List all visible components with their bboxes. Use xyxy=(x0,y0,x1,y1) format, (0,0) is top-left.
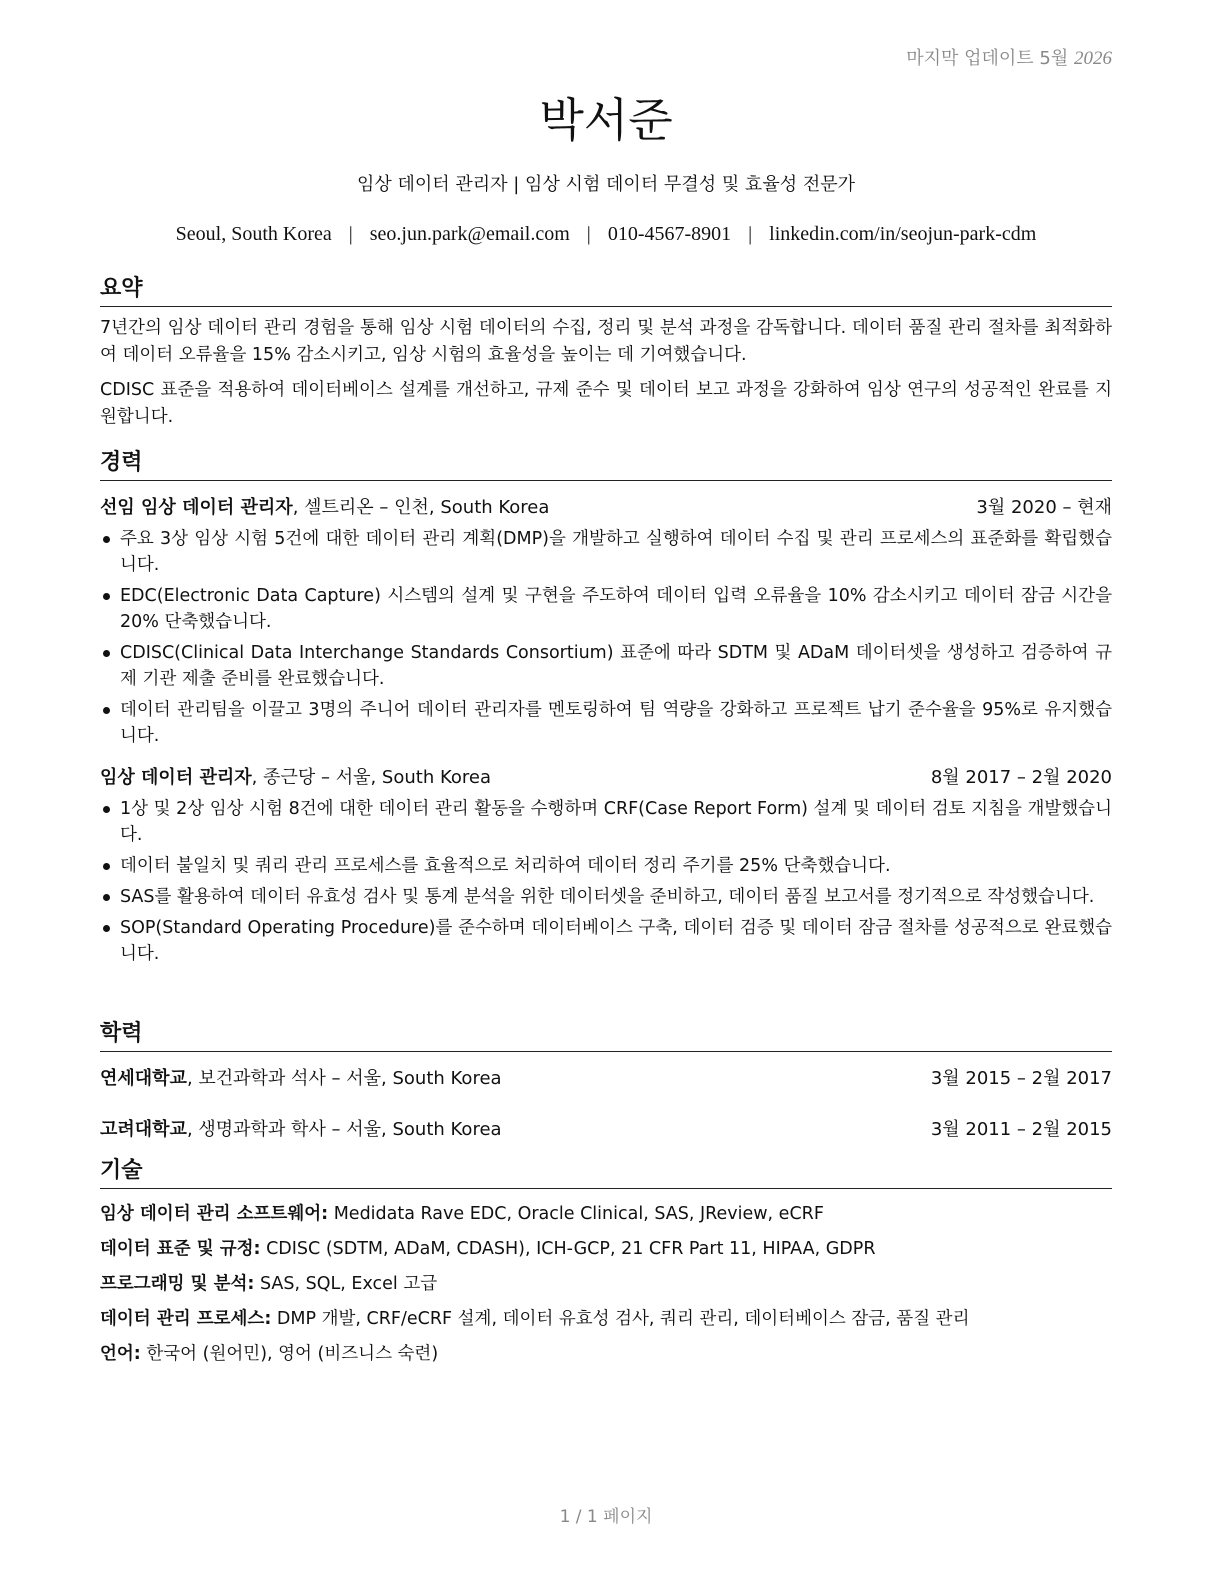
last-updated xyxy=(906,44,1112,70)
summary-paragraph: 7년간의 임상 데이터 관리 경험을 통해 임상 시험 데이터의 수집, 정리 및 분석 과정을 감독합니다. 데이터 품질 관리 절차를 최적화하여 데이터 오류율을 15% 감소시키고, 임상 시험의 효율성을 높이는 데 기여했습니다. xyxy=(100,318,1112,365)
contact-separator: | xyxy=(586,223,591,245)
resume-page xyxy=(100,0,1112,1584)
contact-email[interactable]: seo.jun.park@email.com xyxy=(369,223,570,245)
skill-category: 임상 데이터 관리 소프트웨어: xyxy=(100,1204,329,1224)
summary-section xyxy=(100,274,1112,431)
skill-row xyxy=(100,1197,1112,1232)
job-bullet: CDISC(Clinical Data Interchange Standards Consortium) 표준에 따라 SDTM 및 ADaM 데이터셋을 생성하고 검증하여 규제 기관 제출 준비를 완료했습니다. xyxy=(100,640,1112,692)
candidate-name: 박서준 xyxy=(539,93,673,147)
contact-location: Seoul, South Korea xyxy=(175,223,332,245)
job-bullets xyxy=(100,526,1112,749)
education-dates: 3월 2015 – 2월 2017 xyxy=(930,1068,1112,1089)
section-title-skills: 기술 xyxy=(100,1156,1112,1189)
job-header xyxy=(100,493,1112,522)
education-dates: 3월 2011 – 2월 2015 xyxy=(930,1119,1112,1140)
education-entry xyxy=(100,1115,1112,1144)
contact-linkedin[interactable]: linkedin.com/in/seojun-park-cdm xyxy=(769,223,1037,245)
skills-section xyxy=(100,1156,1112,1372)
job-entry xyxy=(100,763,1112,967)
job-bullet: SAS를 활용하여 데이터 유효성 검사 및 통계 분석을 위한 데이터셋을 준비하고, 데이터 품질 보고서를 정기적으로 작성했습니다. xyxy=(100,884,1112,910)
skill-row xyxy=(100,1267,1112,1302)
job-bullet: 데이터 불일치 및 쿼리 관리 프로세스를 효율적으로 처리하여 데이터 정리 주기를 25% 단축했습니다. xyxy=(100,853,1112,879)
section-title-summary: 요약 xyxy=(100,274,1112,307)
education-section xyxy=(100,1019,1112,1144)
last-updated-year: 2026 xyxy=(1074,48,1112,69)
skill-values: 한국어 (원어민), 영어 (비즈니스 숙련) xyxy=(140,1344,439,1364)
job-header xyxy=(100,763,1112,792)
section-title-experience: 경력 xyxy=(100,448,1112,481)
job-role: 임상 데이터 관리자 xyxy=(100,767,252,788)
education-school: 고려대학교 xyxy=(100,1119,187,1140)
job-entry xyxy=(100,493,1112,749)
job-bullets xyxy=(100,796,1112,967)
job-org: , 종근당 – 서울, South Korea xyxy=(251,767,491,788)
skill-values: DMP 개발, CRF/eCRF 설계, 데이터 유효성 검사, 쿼리 관리, 데이터베이스 잠금, 품질 관리 xyxy=(271,1309,970,1329)
education-entry xyxy=(100,1064,1112,1093)
job-org: , 셀트리온 – 인천, South Korea xyxy=(292,497,550,518)
skill-category: 언어: xyxy=(100,1344,141,1364)
skill-row xyxy=(100,1302,1112,1337)
candidate-tagline: 임상 데이터 관리자 | 임상 시험 데이터 무결성 및 효율성 전문가 xyxy=(357,174,855,195)
skill-category: 프로그래밍 및 분석: xyxy=(100,1274,255,1294)
job-dates: 8월 2017 – 2월 2020 xyxy=(930,767,1112,788)
skills-list xyxy=(100,1197,1112,1372)
contact-separator: | xyxy=(748,223,753,245)
contact-phone: 010-4567-8901 xyxy=(607,223,732,245)
contact-separator: | xyxy=(348,223,353,245)
experience-section xyxy=(100,448,1112,972)
skill-row xyxy=(100,1337,1112,1372)
page-number: 1 / 1 페이지 xyxy=(559,1507,653,1527)
last-updated-month: 5월 xyxy=(1039,48,1069,69)
skill-values: Medidata Rave EDC, Oracle Clinical, SAS, JReview, eCRF xyxy=(328,1204,824,1224)
last-updated-label: 마지막 업데이트 xyxy=(906,48,1034,69)
education-detail: , 생명과학과 학사 – 서울, South Korea xyxy=(186,1119,502,1140)
skill-values: SAS, SQL, Excel 고급 xyxy=(254,1274,438,1294)
job-dates: 3월 2020 – 현재 xyxy=(976,497,1112,518)
section-title-education: 학력 xyxy=(100,1019,1112,1052)
job-bullet: 1상 및 2상 임상 시험 8건에 대한 데이터 관리 활동을 수행하며 CRF(Case Report Form) 설계 및 데이터 검토 지침을 개발했습니다. xyxy=(100,796,1112,848)
contact-line xyxy=(100,223,1112,246)
job-role: 선임 임상 데이터 관리자 xyxy=(100,497,293,518)
job-bullet: EDC(Electronic Data Capture) 시스템의 설계 및 구현을 주도하여 데이터 입력 오류율을 10% 감소시키고 데이터 잠금 시간을 20% 단축했습니다. xyxy=(100,583,1112,635)
skill-row xyxy=(100,1232,1112,1267)
skill-category: 데이터 관리 프로세스: xyxy=(100,1309,272,1329)
education-school: 연세대학교 xyxy=(100,1068,187,1089)
job-bullet: SOP(Standard Operating Procedure)를 준수하며 데이터베이스 구축, 데이터 검증 및 데이터 잠금 절차를 성공적으로 완료했습니다. xyxy=(100,915,1112,967)
job-bullet: 주요 3상 임상 시험 5건에 대한 데이터 관리 계획(DMP)을 개발하고 실행하여 데이터 수집 및 관리 프로세스의 표준화를 확립했습니다. xyxy=(100,526,1112,578)
job-bullet: 데이터 관리팀을 이끌고 3명의 주니어 데이터 관리자를 멘토링하여 팀 역량을 강화하고 프로젝트 납기 준수율을 95%로 유지했습니다. xyxy=(100,697,1112,749)
skill-values: CDISC (SDTM, ADaM, CDASH), ICH-GCP, 21 CFR Part 11, HIPAA, GDPR xyxy=(260,1239,876,1259)
education-detail: , 보건과학과 석사 – 서울, South Korea xyxy=(186,1068,502,1089)
summary-paragraph: CDISC 표준을 적용하여 데이터베이스 설계를 개선하고, 규제 준수 및 데이터 보고 과정을 강화하여 임상 연구의 성공적인 완료를 지원합니다. xyxy=(100,380,1112,427)
skill-category: 데이터 표준 및 규정: xyxy=(100,1239,261,1259)
